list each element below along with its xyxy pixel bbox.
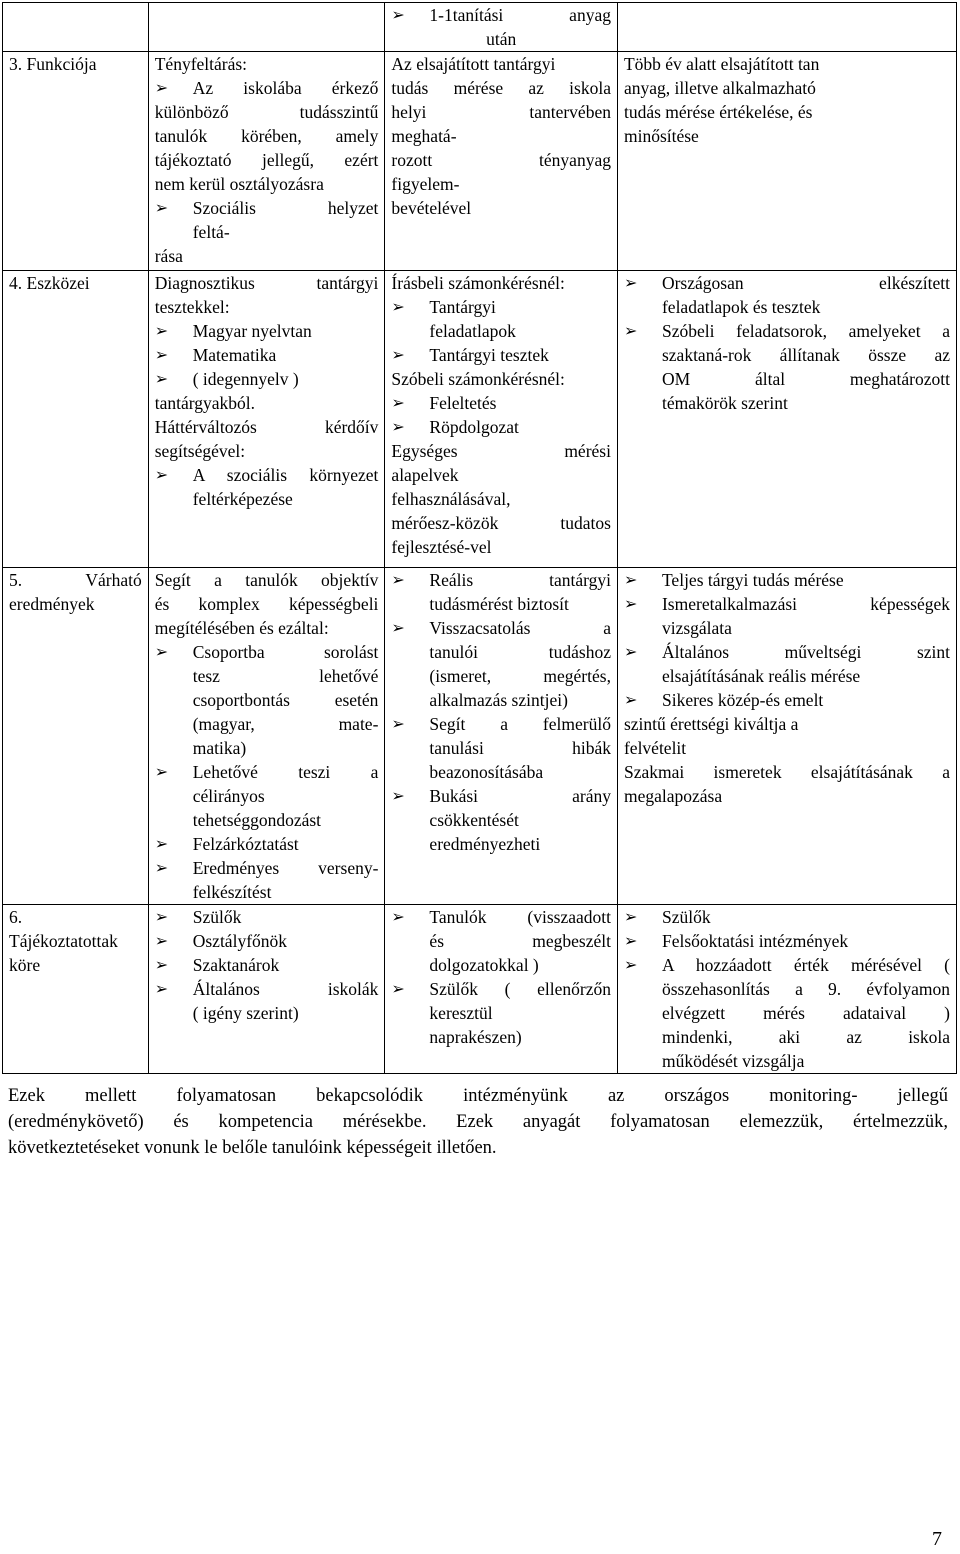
row-label-text: Tájékoztatottak [9, 931, 118, 951]
cell-text: Segít a tanulók objektív [154, 570, 379, 590]
cell-text: szaktaná-rok állítanak össze az [661, 345, 950, 365]
arrow-bullet-icon: ➢ [391, 345, 405, 364]
paragraph-line: Ezek mellett folyamatosan bekapcsolódik intézményünk az országos monitoring- jellegű [8, 1086, 948, 1106]
cell-text: Szülők ( ellenőrzőn [429, 979, 611, 999]
arrow-bullet-icon: ➢ [154, 321, 169, 340]
list-item [624, 929, 950, 953]
list-item [155, 977, 379, 1001]
arrow-bullet-icon: ➢ [391, 714, 405, 733]
cell-text: figyelem- [391, 174, 460, 194]
list-item [155, 463, 379, 487]
cell-text: meghatá- [391, 126, 457, 146]
row-label [3, 568, 149, 905]
list-item [391, 905, 611, 929]
cell-text: Szaktanárok [192, 955, 280, 975]
cell-text: csökkentését [429, 810, 519, 830]
arrow-bullet-icon: ➢ [623, 273, 638, 292]
row-label-text: 5. Várható [9, 570, 142, 590]
row-label-text: 4. Eszközei [9, 273, 90, 293]
cell-text: összehasonlítás a 9. évfolyamon [661, 979, 950, 999]
table-row [3, 3, 957, 52]
cell-text: segítségével: [154, 441, 246, 461]
cell-text: tanulási hibák [429, 738, 611, 758]
cell-text: Felsőoktatási intézmények [661, 931, 849, 951]
list-item [155, 929, 379, 953]
row-label [3, 905, 149, 1074]
cell-text: Csoportba sorolást [192, 642, 379, 662]
arrow-bullet-icon: ➢ [623, 321, 638, 340]
list-item [624, 905, 950, 929]
table-cell [617, 52, 956, 271]
cell-text: megítélésében és ezáltal: [154, 618, 329, 638]
arrow-bullet-icon: ➢ [623, 570, 638, 589]
cell-text: Szülők [192, 907, 242, 927]
table-cell [385, 271, 618, 568]
list-item [155, 953, 379, 977]
list-item [155, 760, 379, 784]
cell-text: Szakmai ismeretek elsajátításának a [623, 762, 950, 782]
evaluation-table [2, 2, 957, 1074]
row-label-text: 3. Funkciója [9, 54, 97, 74]
arrow-bullet-icon: ➢ [154, 78, 169, 97]
arrow-bullet-icon: ➢ [154, 762, 169, 781]
list-item [391, 784, 611, 808]
arrow-bullet-icon: ➢ [391, 417, 405, 436]
cell-text: alkalmazás szintjei) [429, 690, 568, 710]
cell-text: A hozzáadott érték mérésével ( [661, 955, 950, 975]
cell-text: helyi tantervében [391, 102, 611, 122]
cell-text: Tantárgyi [429, 297, 496, 317]
list-item [391, 343, 611, 367]
cell-text: Általános iskolák [192, 979, 379, 999]
row-label-text: eredmények [9, 594, 95, 614]
arrow-bullet-icon: ➢ [623, 690, 638, 709]
list-item [624, 568, 950, 592]
table-cell [385, 52, 618, 271]
row-label [3, 52, 149, 271]
list-item [391, 415, 611, 439]
table-row [3, 271, 957, 568]
row-label-text: 6. [9, 907, 23, 927]
arrow-bullet-icon: ➢ [154, 198, 169, 217]
cell-text: Háttérváltozós kérdőív [154, 417, 379, 437]
list-item [624, 319, 950, 343]
arrow-bullet-icon: ➢ [391, 979, 405, 998]
list-item [624, 640, 950, 664]
cell-text: Matematika [192, 345, 277, 365]
cell-text: és komplex képességbeli [154, 594, 379, 614]
cell-text: Ismeretalkalmazási képességek [661, 594, 950, 614]
list-item [391, 616, 611, 640]
cell-text: Teljes tárgyi tudás mérése [661, 570, 844, 590]
cell-text: tehetséggondozást [192, 810, 322, 830]
cell-text: megalapozása [623, 786, 723, 806]
cell-text: Szülők [661, 907, 711, 927]
cell-text: feltérképezése [192, 489, 293, 509]
cell-text: Diagnosztikus tantárgyi [154, 273, 379, 293]
cell-text: anyag [569, 5, 611, 25]
table-cell [385, 568, 618, 905]
cell-text: minősítése [623, 126, 699, 146]
cell-text: Feleltetés [429, 393, 497, 413]
cell-text: anyag, illetve alkalmazható [623, 78, 816, 98]
cell-text: Tantárgyi tesztek [429, 345, 549, 365]
list-item [155, 856, 379, 880]
table-cell [385, 905, 618, 1074]
body-paragraph [8, 1083, 948, 1161]
cell-text: keresztül [429, 1003, 493, 1023]
list-item [155, 905, 379, 929]
cell-text: Szóbeli számonkérésnél: [391, 369, 565, 389]
cell-text: Reális tantárgyi [429, 570, 611, 590]
table-row [3, 52, 957, 271]
cell-text: után [486, 29, 517, 49]
cell-text: felvételit [623, 738, 687, 758]
table-cell [3, 3, 149, 52]
cell-text: rozott tényanyag [391, 150, 611, 170]
cell-text: Egységes mérési [391, 441, 611, 461]
cell-text: Lehetővé teszi a [192, 762, 379, 782]
cell-text: feltá- [192, 222, 230, 242]
cell-text: és megbeszélt [429, 931, 611, 951]
cell-text: Visszacsatolás a [429, 618, 611, 638]
list-item [155, 640, 379, 664]
cell-text: Tanulók (visszaadott [429, 907, 611, 927]
cell-text: tesz lehetővé [192, 666, 379, 686]
arrow-bullet-icon: ➢ [391, 393, 405, 412]
cell-text: ( idegennyelv ) [192, 369, 299, 389]
paragraph-line: következtetéseket vonunk le belőle tanulóink képességeit illetően. [8, 1138, 497, 1158]
cell-text: matika) [192, 738, 247, 758]
list-item [624, 688, 950, 712]
cell-text: tudás mérése értékelése, és [623, 102, 813, 122]
list-item [391, 712, 611, 736]
cell-text: Szóbeli feladatsorok, amelyeket a [661, 321, 950, 341]
arrow-bullet-icon: ➢ [623, 642, 638, 661]
arrow-bullet-icon: ➢ [623, 931, 638, 950]
row-label [3, 271, 149, 568]
cell-text: elsajátításának reális mérése [661, 666, 861, 686]
cell-text: Bukási arány [429, 786, 611, 806]
arrow-bullet-icon: ➢ [154, 345, 169, 364]
list-item [391, 391, 611, 415]
list-item [624, 592, 950, 616]
list-item [391, 295, 611, 319]
cell-text: naprakészen) [429, 1027, 522, 1047]
arrow-bullet-icon: ➢ [154, 979, 169, 998]
list-item [155, 319, 379, 343]
arrow-bullet-icon: ➢ [154, 834, 169, 853]
table-row [3, 905, 957, 1074]
cell-text: célirányos [192, 786, 265, 806]
arrow-bullet-icon: ➢ [154, 907, 169, 926]
cell-text: tudásmérést biztosít [429, 594, 569, 614]
arrow-bullet-icon: ➢ [154, 642, 169, 661]
cell-text: feladatlapok és tesztek [661, 297, 821, 317]
table-cell [148, 52, 385, 271]
cell-text: témakörök szerint [661, 393, 788, 413]
list-item [155, 367, 379, 391]
cell-text: OM által meghatározott [661, 369, 950, 389]
cell-text: fejlesztésé-vel [391, 537, 492, 557]
table-cell [148, 568, 385, 905]
cell-text: bevételével [391, 198, 472, 218]
list-item [155, 76, 379, 100]
row-label-text: köre [9, 955, 41, 975]
list-item [624, 953, 950, 977]
arrow-bullet-icon: ➢ [154, 465, 169, 484]
cell-text: mérőesz-közök tudatos [391, 513, 611, 533]
cell-text: felhasználásával, [391, 489, 511, 509]
arrow-bullet-icon: ➢ [154, 369, 169, 388]
cell-text: Több év alatt elsajátított tan [623, 54, 820, 74]
cell-text: eredményezheti [429, 834, 541, 854]
arrow-bullet-icon: ➢ [391, 570, 405, 589]
cell-text: tesztekkel: [154, 297, 230, 317]
cell-text: Az elsajátított tantárgyi [391, 54, 556, 74]
cell-text: Országosan elkészített [661, 273, 950, 293]
cell-text: csoportbontás esetén [192, 690, 379, 710]
arrow-bullet-icon: ➢ [623, 955, 638, 974]
cell-text: A szociális környezet [192, 465, 379, 485]
page-number: 7 [932, 1528, 942, 1550]
list-item [155, 343, 379, 367]
cell-text: Röpdolgozat [429, 417, 519, 437]
cell-text: Általános műveltségi szint [661, 642, 950, 662]
cell-text: tudás mérése az iskola [391, 78, 611, 98]
list-item [391, 568, 611, 592]
arrow-bullet-icon: ➢ [154, 858, 169, 877]
table-cell [617, 3, 956, 52]
arrow-bullet-icon: ➢ [391, 786, 405, 805]
cell-text: Magyar nyelvtan [192, 321, 312, 341]
cell-text: Tényfeltárás: [154, 54, 248, 74]
cell-text: Eredményes verseny- [192, 858, 379, 878]
paragraph-line: (eredménykövető) és kompetencia mérésekbe. Ezek anyagát folyamatosan elemezzük, értelmezzük, [8, 1112, 948, 1132]
list-item [624, 271, 950, 295]
arrow-bullet-icon: ➢ [623, 907, 638, 926]
table-cell [617, 568, 956, 905]
cell-text: Segít a felmerülő [429, 714, 611, 734]
cell-text: alapelvek [391, 465, 459, 485]
cell-text: elvégzett mérés adataival ) [661, 1003, 950, 1023]
cell-text: ( igény szerint) [192, 1003, 299, 1023]
cell-text: feladatlapok [429, 321, 516, 341]
list-item [391, 3, 611, 27]
list-item [155, 832, 379, 856]
cell-text: tájékoztató jellegű, ezért [154, 150, 379, 170]
cell-text: Szociális helyzet [192, 198, 379, 218]
arrow-bullet-icon: ➢ [623, 594, 638, 613]
cell-text: rása [154, 246, 183, 266]
cell-text: tanulók körében, amely [154, 126, 379, 146]
cell-text: felkészítést [192, 882, 272, 902]
table-row [3, 568, 957, 905]
cell-text: Sikeres közép-és emelt [661, 690, 824, 710]
cell-text: nem kerül osztályozásra [154, 174, 324, 194]
cell-text: mindenki, aki az iskola [661, 1027, 950, 1047]
cell-text: beazonosításába [429, 762, 544, 782]
table-cell [148, 271, 385, 568]
cell-text: (ismeret, megértés, [429, 666, 611, 686]
cell-text: 1-1tanítási [429, 5, 504, 25]
cell-text: Írásbeli számonkérésnél: [391, 273, 565, 293]
arrow-bullet-icon: ➢ [154, 931, 169, 950]
cell-text: működését vizsgálja [661, 1051, 805, 1071]
arrow-bullet-icon: ➢ [391, 907, 405, 926]
arrow-bullet-icon: ➢ [391, 618, 405, 637]
cell-text: vizsgálata [661, 618, 732, 638]
cell-text: dolgozatokkal ) [429, 955, 539, 975]
cell-text: tanulói tudáshoz [429, 642, 611, 662]
table-cell [617, 905, 956, 1074]
cell-text: tantárgyakból. [154, 393, 256, 413]
cell-text: (magyar, mate- [192, 714, 379, 734]
cell-text: különböző tudásszintű [154, 102, 379, 122]
table-cell [148, 3, 385, 52]
table-cell [617, 271, 956, 568]
table-cell [385, 3, 618, 52]
table-cell [148, 905, 385, 1074]
cell-text: szintű érettségi kiváltja a [623, 714, 799, 734]
list-item [391, 977, 611, 1001]
cell-text: Osztályfőnök [192, 931, 288, 951]
list-item [155, 196, 379, 220]
cell-text: Az iskolába érkező [192, 78, 379, 98]
cell-text: Felzárkóztatást [192, 834, 299, 854]
arrow-bullet-icon: ➢ [391, 297, 405, 316]
arrow-bullet-icon: ➢ [391, 5, 405, 24]
arrow-bullet-icon: ➢ [154, 955, 169, 974]
